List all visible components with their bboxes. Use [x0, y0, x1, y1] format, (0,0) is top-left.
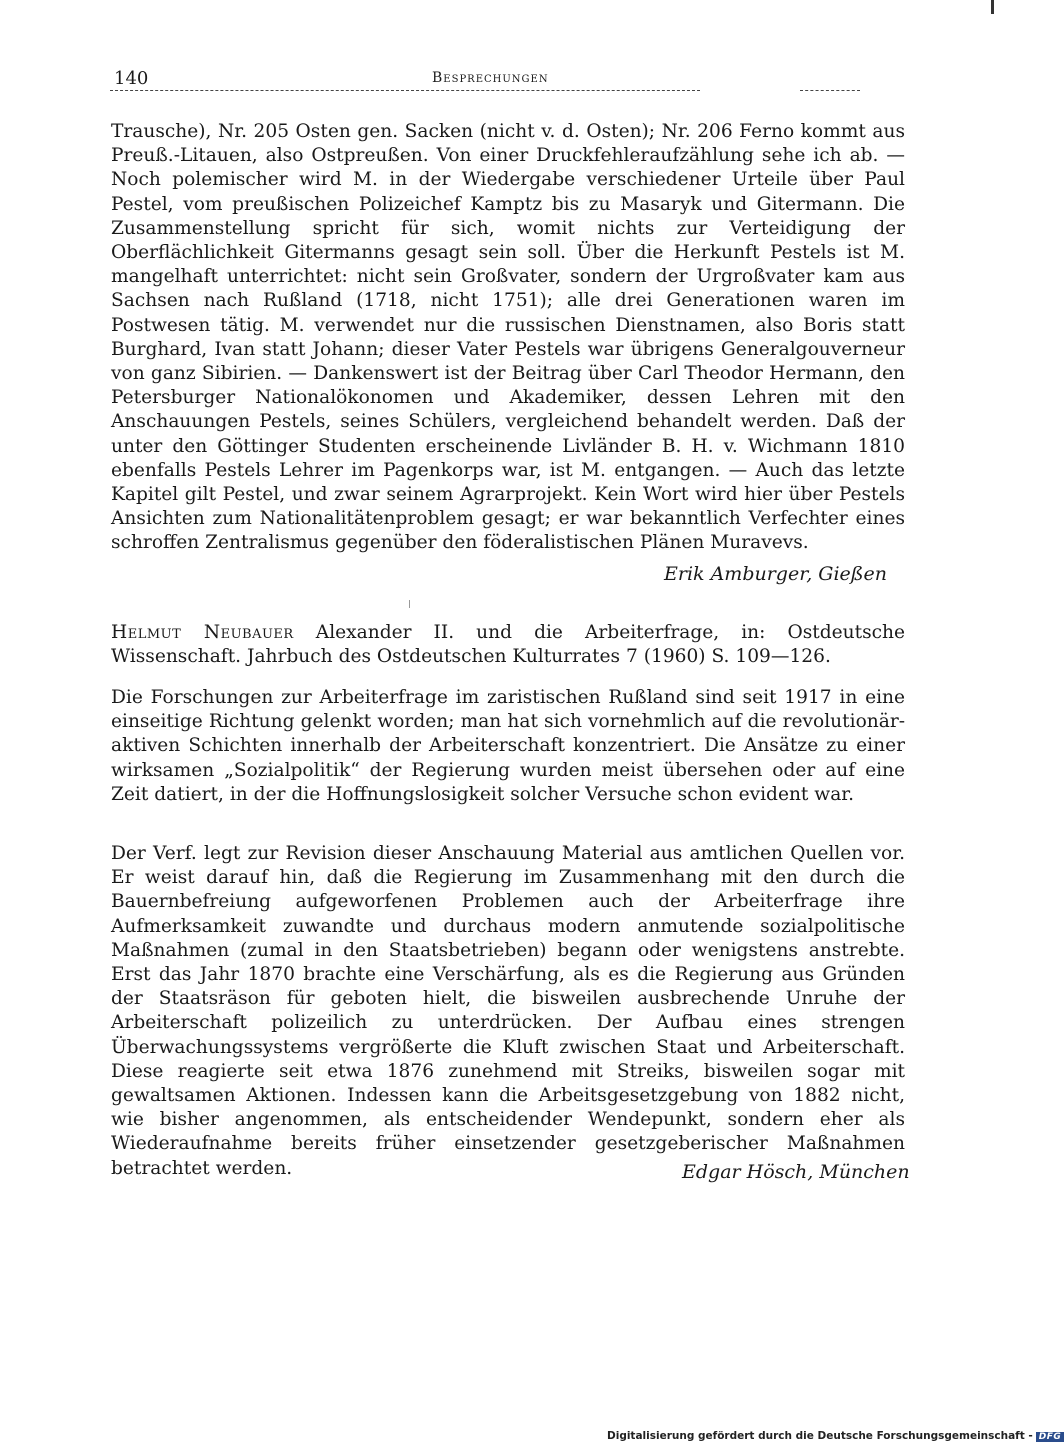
bib-title: Alexander II. und die Arbeiterfrage, in: Ostdeutsche Wissenschaft. Jahrbuch des Ostdeutschen Kulturrates 7 (1960) S. 109—126.: [111, 622, 905, 668]
page-header: [110, 62, 910, 96]
bibliographic-entry: [111, 621, 905, 669]
review-1-body: [111, 120, 905, 556]
review-2-paragraph-2: Der Verf. legt zur Revision dieser Anschauung Material aus amtlichen Quellen vor. Er weist darauf hin, daß die Regierung im Zusammenhang mit den durch die Bauernbefreiung aufgeworfenen Problemen auch der Arbeiterfrage ihre Aufmerksamkeit zuwandte und durchaus modern anmutende sozialpolitische Maßnahmen (zumal in den Staatsbetrieben) begann oder wenigstens anstrebte. Erst das Jahr 1870 brachte eine Verschärfung, als es die Regierung aus Gründen der Staatsräson für geboten hielt, die bisweilen ausbrechende Unruhe der Arbeiterschaft polizeilich zu unterdrücken. Der Aufbau eines strengen Überwachungssystems vergrößerte die Kluft zwischen Staat und Arbeiterschaft. Diese reagierte seit etwa 1876 zunehmend mit Streiks, bisweilen sogar mit gewaltsamen Aktionen. Indessen kann die Arbeitsgesetzgebung von 1882 nicht, wie bisher angenommen, als entscheidender Wendepunkt, sondern eher als Wiederaufnahme bereits früher einsetzender gesetzgeberischer Maßnahmen betrachtet werden.: [111, 843, 905, 1179]
review-1-signature: Erik Amburger, Gießen: [664, 563, 887, 585]
running-head: Besprechungen: [432, 70, 549, 86]
digitization-footer: [607, 1430, 1064, 1442]
footer-text: Digitalisierung gefördert durch die Deutsche Forschungsgemeinschaft -: [607, 1430, 1033, 1442]
review-2-signature: Edgar Hösch, München: [682, 1161, 910, 1183]
review-2-body-2: [111, 842, 905, 1181]
bib-author: Helmut Neubauer: [111, 622, 294, 643]
divider-mark: [409, 600, 410, 608]
page-number: 140: [114, 68, 149, 89]
review-2-body-1: [111, 686, 905, 807]
review-1-paragraph: Trausche), Nr. 205 Osten gen. Sacken (nicht v. d. Osten); Nr. 206 Ferno kommt aus Preuß.-Litauen, also Ostpreußen. Von einer Druckfehleraufzählung sehe ich ab. — Noch polemischer wird M. in der Wiedergabe verschiedener Urteile über Paul Pestel, vom preußischen Polizeichef Kamptz bis zu Masaryk und Gitermann. Die Zusammenstellung spricht für sich, womit nichts zur Verteidigung der Oberflächlichkeit Gitermanns gesagt sein soll. Über die Herkunft Pestels ist M. mangelhaft unterrichtet: nicht sein Großvater, sondern der Urgroßvater kam aus Sachsen nach Rußland (1718, nicht 1751); alle drei Generationen waren im Postwesen tätig. M. verwendet nur die russischen Dienstnamen, also Boris statt Burghard, Ivan statt Johann; dieser Vater Pestels war übrigens Generalgouverneur von ganz Sibirien. — Dankenswert ist der Beitrag über Carl Theodor Hermann, den Petersburger Nationalökonomen und Akademiker, dessen Lehren mit den Anschauungen Pestels, seines Schülers, vergleichend behandelt werden. Daß der unter den Göttinger Studenten erscheinende Livländer B. H. v. Wichmann 1810 ebenfalls Pestels Lehrer im Pagenkorps war, ist M. entgangen. — Auch das letzte Kapitel gilt Pestel, und zwar seinem Agrarprojekt. Kein Wort wird hier über Pestels Ansichten zum Nationalitätenproblem gesagt; er war bekanntlich Verfechter eines schroffen Zentralismus gegenüber den föderalistischen Plänen Muravevs.: [111, 121, 905, 554]
scan-edge-mark: [991, 0, 994, 14]
review-2-paragraph-1: Die Forschungen zur Arbeiterfrage im zaristischen Rußland sind seit 1917 in eine einseitige Richtung gelenkt worden; man hat sich vornehmlich auf die revolutionär-aktiven Schichten innerhalb der Arbeiterschaft konzentriert. Die Ansätze zu einer wirksamen „Sozialpolitik“ der Regierung wurden meist übersehen oder auf eine Zeit datiert, in der die Hoffnungslosigkeit solcher Versuche schon evident war.: [111, 687, 905, 805]
header-rule-right: [800, 90, 860, 91]
dfg-logo-icon: DFG: [1036, 1432, 1064, 1442]
header-rule: [110, 90, 700, 91]
